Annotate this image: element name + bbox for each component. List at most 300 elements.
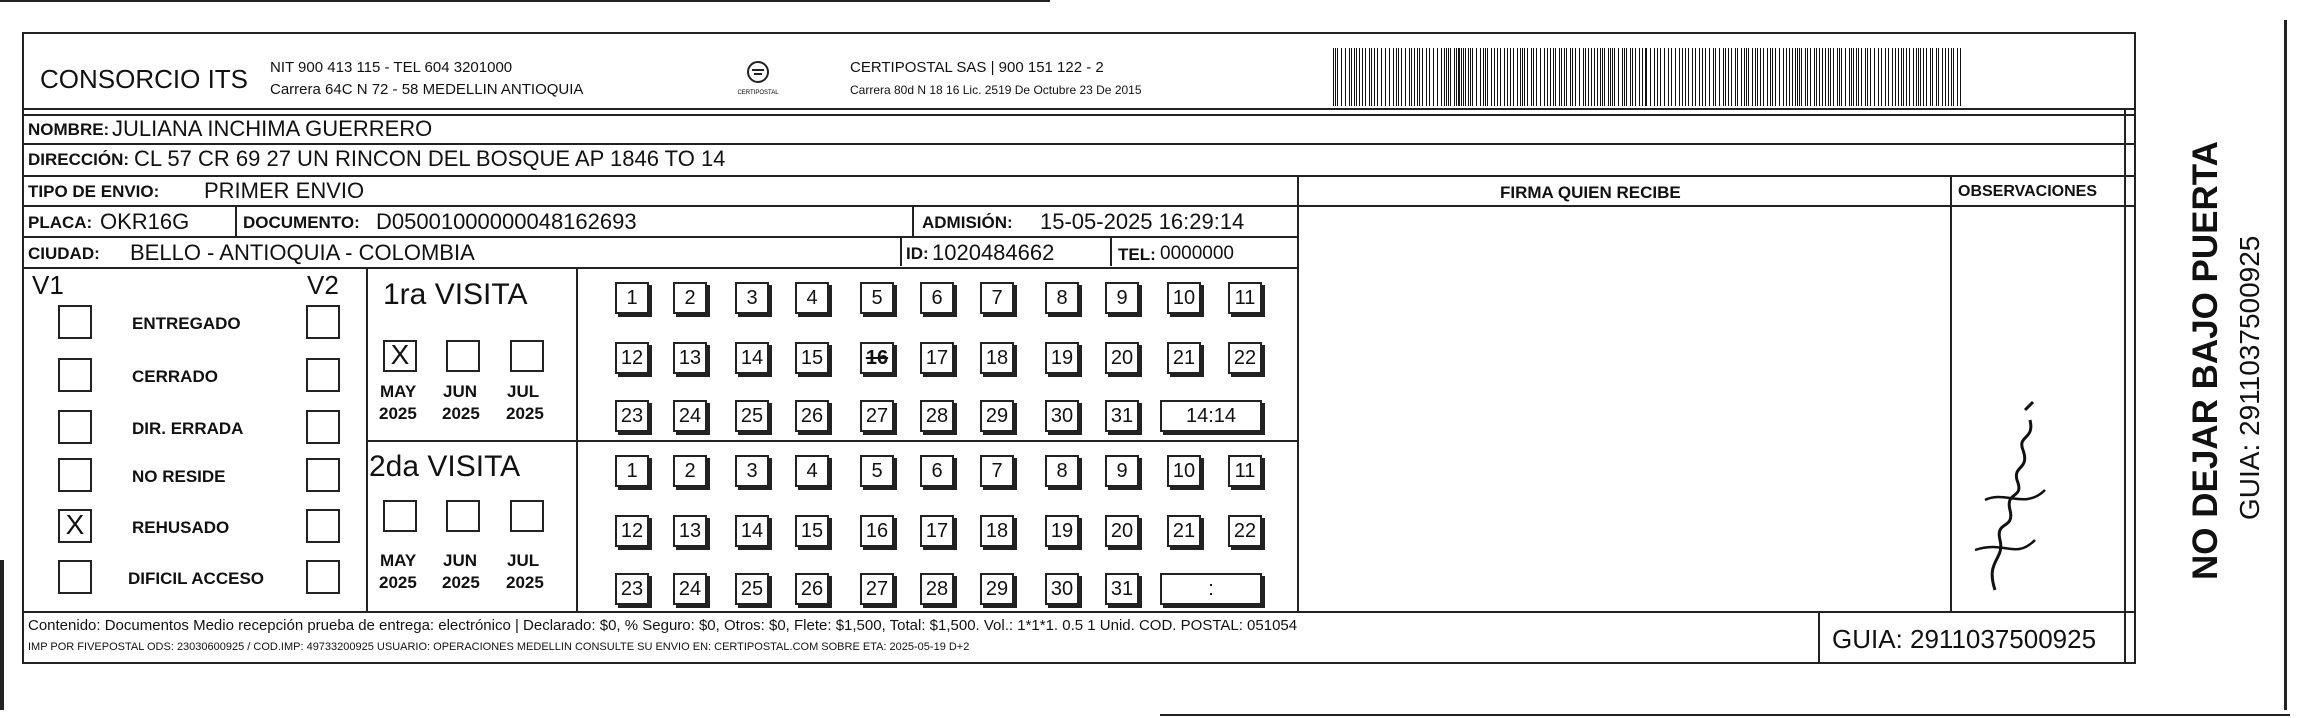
barcode-bar bbox=[1870, 48, 1871, 106]
divider bbox=[24, 236, 1298, 238]
visit1-day-3[interactable]: 3 bbox=[735, 282, 769, 314]
visit2-day-23[interactable]: 23 bbox=[615, 573, 649, 605]
tipo-envio-value: PRIMER ENVIO bbox=[204, 178, 365, 203]
v2-checkbox-5[interactable] bbox=[306, 509, 340, 543]
barcode-bar bbox=[1349, 48, 1350, 106]
v1-checkbox-1[interactable] bbox=[58, 305, 92, 339]
barcode-bar bbox=[1341, 48, 1342, 106]
barcode-bar bbox=[1881, 48, 1882, 106]
visit2-day-14[interactable]: 14 bbox=[735, 515, 769, 547]
visit2-day-7[interactable]: 7 bbox=[980, 455, 1014, 487]
divider bbox=[366, 440, 1298, 442]
visit1-day-6[interactable]: 6 bbox=[920, 282, 954, 314]
barcode-bar bbox=[1365, 48, 1366, 106]
barcode-bar bbox=[1476, 48, 1477, 106]
signature bbox=[1955, 390, 2075, 600]
visit1-day-26[interactable]: 26 bbox=[795, 400, 829, 432]
barcode-bar bbox=[1468, 48, 1469, 106]
divider bbox=[24, 175, 2134, 177]
barcode-bar bbox=[1650, 48, 1651, 106]
barcode-bar bbox=[1533, 48, 1534, 106]
barcode-bar bbox=[1816, 48, 1817, 106]
barcode-bar bbox=[1695, 48, 1696, 106]
visit2-day-21[interactable]: 21 bbox=[1167, 515, 1201, 547]
barcode-bar bbox=[1483, 48, 1484, 106]
barcode-bar bbox=[1544, 48, 1545, 106]
barcode-bar bbox=[1572, 48, 1573, 106]
barcode-bar bbox=[1858, 48, 1859, 106]
status-label-6: DIFICIL ACCESO bbox=[128, 569, 265, 588]
barcode-bar bbox=[1839, 48, 1840, 106]
barcode-bar bbox=[1566, 48, 1567, 106]
visit2-day-1[interactable]: 1 bbox=[615, 455, 649, 487]
visit1-day-12[interactable]: 12 bbox=[615, 342, 649, 374]
barcode-bar bbox=[1335, 48, 1336, 106]
barcode-bar bbox=[1731, 48, 1732, 106]
barcode-bar bbox=[1520, 48, 1521, 106]
visit2-day-9[interactable]: 9 bbox=[1105, 455, 1139, 487]
visit1-day-31[interactable]: 31 bbox=[1105, 400, 1139, 432]
barcode-bar bbox=[1642, 48, 1643, 106]
barcode-bar bbox=[1507, 48, 1508, 106]
barcode-bar bbox=[1779, 48, 1780, 106]
barcode-bar bbox=[1851, 48, 1852, 106]
barcode-bar bbox=[1610, 48, 1611, 106]
visit1-day-15[interactable]: 15 bbox=[795, 342, 829, 374]
barcode-bar bbox=[1833, 48, 1834, 106]
footer-content: Contenido: Documentos Medio recepción prueba de entrega: electrónico | Declarado: $0, % Seguro: $0, Otros: $0, Flete: $1,500, Total: $1,500. Vol.: 1*1*1. 0.5 1 Unid. COD. POSTAL: 051054 bbox=[28, 617, 1298, 634]
barcode-bar bbox=[1472, 48, 1473, 106]
barcode-bar bbox=[1463, 48, 1464, 106]
barcode-bar bbox=[1699, 48, 1700, 106]
barcode-bar bbox=[1938, 48, 1939, 106]
visit2-day-6[interactable]: 6 bbox=[920, 455, 954, 487]
direccion-value: CL 57 CR 69 27 UN RINCON DEL BOSQUE AP 1846 TO 14 bbox=[134, 146, 726, 171]
barcode-bar bbox=[1414, 48, 1415, 106]
company-name: CONSORCIO ITS bbox=[40, 64, 249, 94]
barcode-bar bbox=[1461, 48, 1462, 106]
visit2-day-2[interactable]: 2 bbox=[673, 455, 707, 487]
v1-checkbox-2[interactable] bbox=[58, 358, 92, 392]
barcode-bar bbox=[1723, 48, 1724, 106]
barcode-bar bbox=[1450, 48, 1451, 106]
barcode-bar bbox=[1632, 48, 1633, 106]
barcode-bar bbox=[1909, 48, 1910, 106]
visit1-day-14[interactable]: 14 bbox=[735, 342, 769, 374]
visit1-day-19[interactable]: 19 bbox=[1045, 342, 1079, 374]
barcode-bar bbox=[1942, 48, 1943, 106]
barcode-bar bbox=[1470, 48, 1471, 106]
barcode-bar bbox=[1841, 48, 1842, 106]
visit2-day-12[interactable]: 12 bbox=[615, 515, 649, 547]
barcode-bar bbox=[1795, 48, 1796, 106]
v1-checkbox-4[interactable] bbox=[58, 458, 92, 492]
barcode-bar bbox=[1814, 48, 1815, 106]
visit2-day-16[interactable]: 16 bbox=[860, 515, 894, 547]
barcode-bar bbox=[1885, 48, 1886, 106]
barcode-bar bbox=[1579, 48, 1580, 106]
barcode-bar bbox=[1755, 48, 1756, 106]
barcode-bar bbox=[1930, 48, 1931, 106]
visit2-day-31[interactable]: 31 bbox=[1105, 573, 1139, 605]
visit1-day-7[interactable]: 7 bbox=[980, 282, 1014, 314]
placa-label: PLACA: bbox=[28, 213, 93, 232]
barcode-bar bbox=[1715, 48, 1716, 106]
divider bbox=[576, 267, 578, 611]
barcode-bar bbox=[1517, 48, 1518, 106]
barcode-bar bbox=[1354, 48, 1355, 106]
barcode-bar bbox=[1351, 48, 1352, 106]
visit2-title: 2da VISITA bbox=[369, 450, 521, 483]
divider bbox=[235, 207, 237, 236]
tipo-envio-label: TIPO DE ENVIO: bbox=[28, 182, 160, 201]
barcode-bar bbox=[1783, 48, 1784, 106]
visit1-month-label: MAY bbox=[380, 382, 417, 401]
barcode-bar bbox=[1861, 48, 1862, 106]
barcode-bar bbox=[1767, 48, 1768, 106]
visit2-month-label: MAY bbox=[380, 551, 417, 570]
barcode-bar bbox=[1709, 48, 1710, 106]
visit1-day-24[interactable]: 24 bbox=[673, 400, 707, 432]
divider bbox=[1818, 611, 1820, 664]
barcode-bar bbox=[1600, 48, 1601, 106]
visit1-day-16[interactable]: 16 bbox=[860, 342, 894, 374]
scan-edge-left bbox=[0, 560, 4, 710]
footer-print-info: IMP POR FIVEPOSTAL ODS: 23030600925 / COD.IMP: 49733200925 USUARIO: OPERACIONES MEDELLIN CONSULTE SU ENVIO EN: CERTIPOSTAL.COM SOBRE ETA: 2025-05-19 D+2 bbox=[28, 641, 970, 653]
barcode-bar bbox=[1547, 48, 1548, 106]
divider bbox=[1950, 175, 1952, 611]
visit2-day-3[interactable]: 3 bbox=[735, 455, 769, 487]
id-value: 1020484662 bbox=[932, 240, 1055, 265]
barcode-bar bbox=[1692, 48, 1693, 106]
visit1-day-29[interactable]: 29 bbox=[980, 400, 1014, 432]
divider bbox=[24, 143, 2134, 145]
visit1-day-8[interactable]: 8 bbox=[1045, 282, 1079, 314]
visit1-day-28[interactable]: 28 bbox=[920, 400, 954, 432]
barcode-bar bbox=[1810, 48, 1811, 106]
barcode-bar bbox=[1409, 48, 1410, 106]
barcode-bar bbox=[1906, 48, 1907, 106]
barcode-bar bbox=[1389, 48, 1390, 106]
barcode-bar bbox=[1433, 48, 1434, 106]
visit2-day-17[interactable]: 17 bbox=[920, 515, 954, 547]
barcode-bar bbox=[1688, 48, 1689, 106]
v1-checkbox-5[interactable]: X bbox=[58, 509, 92, 543]
barcode-bar bbox=[1630, 48, 1631, 106]
side-guia: GUIA: 2911037500925 bbox=[2234, 235, 2265, 520]
visit2-day-18[interactable]: 18 bbox=[980, 515, 1014, 547]
barcode-bar bbox=[1612, 48, 1613, 106]
barcode-bar bbox=[1564, 48, 1565, 106]
v1-checkbox-6[interactable] bbox=[58, 560, 92, 594]
barcode-bar bbox=[1744, 48, 1745, 106]
barcode-bar bbox=[1752, 48, 1753, 106]
visit2-year-label: 2025 bbox=[379, 573, 417, 592]
visit1-day-22[interactable]: 22 bbox=[1228, 342, 1262, 374]
visit2-day-30[interactable]: 30 bbox=[1045, 573, 1079, 605]
visit2-month-box-1[interactable] bbox=[383, 500, 417, 532]
barcode-bar bbox=[1819, 48, 1820, 106]
barcode-bar bbox=[1393, 48, 1394, 106]
visit1-time-box[interactable]: 14:14 bbox=[1160, 400, 1262, 432]
v2-checkbox-1[interactable] bbox=[306, 305, 340, 339]
visit1-year-label: 2025 bbox=[379, 404, 417, 423]
visit1-day-27[interactable]: 27 bbox=[860, 400, 894, 432]
status-label-1: ENTREGADO bbox=[132, 314, 241, 333]
barcode-bar bbox=[1369, 48, 1370, 106]
barcode-bar bbox=[1626, 48, 1627, 106]
barcode-bar bbox=[1371, 48, 1372, 106]
visit2-day-15[interactable]: 15 bbox=[795, 515, 829, 547]
id-label: ID: bbox=[906, 244, 929, 263]
barcode-bar bbox=[1608, 48, 1609, 106]
barcode-bar bbox=[1797, 48, 1798, 106]
direccion-label: DIRECCIÓN: bbox=[28, 150, 130, 169]
barcode-bar bbox=[1657, 48, 1658, 106]
visit1-day-1[interactable]: 1 bbox=[615, 282, 649, 314]
visit2-time-box[interactable]: : bbox=[1160, 573, 1262, 605]
visit1-day-13[interactable]: 13 bbox=[673, 342, 707, 374]
visit2-day-22[interactable]: 22 bbox=[1228, 515, 1262, 547]
barcode-bar bbox=[1792, 48, 1793, 106]
barcode-bar bbox=[1936, 48, 1937, 106]
visit2-month-box-3[interactable] bbox=[510, 500, 544, 532]
status-label-3: DIR. ERRADA bbox=[132, 419, 244, 438]
barcode-bar bbox=[1705, 48, 1706, 106]
carrier-info: CERTIPOSTAL SAS | 900 151 122 - 2 bbox=[850, 59, 1104, 76]
barcode-bar bbox=[1878, 48, 1879, 106]
carrier-license: Carrera 80d N 18 16 Lic. 2519 De Octubre 23 De 2015 bbox=[850, 83, 1142, 97]
ciudad-label: CIUDAD: bbox=[28, 244, 100, 263]
barcode-bar bbox=[1920, 48, 1921, 106]
barcode-bar bbox=[1948, 48, 1949, 106]
barcode-bar bbox=[1923, 48, 1924, 106]
divider bbox=[24, 205, 2134, 207]
status-label-2: CERRADO bbox=[132, 367, 218, 386]
visit2-day-4[interactable]: 4 bbox=[795, 455, 829, 487]
observaciones-label: OBSERVACIONES bbox=[1958, 183, 2097, 200]
certipostal-logo bbox=[730, 58, 786, 98]
visit1-day-4[interactable]: 4 bbox=[795, 282, 829, 314]
visit1-year-label: 2025 bbox=[442, 404, 480, 423]
barcode-bar bbox=[1675, 48, 1676, 106]
barcode-bar bbox=[1527, 48, 1528, 106]
visit2-day-19[interactable]: 19 bbox=[1045, 515, 1079, 547]
barcode-bar bbox=[1932, 48, 1933, 106]
v2-checkbox-6[interactable] bbox=[306, 560, 340, 594]
barcode-bar bbox=[1913, 48, 1914, 106]
visit1-day-30[interactable]: 30 bbox=[1045, 400, 1079, 432]
barcode-bar bbox=[1485, 48, 1486, 106]
barcode-bar bbox=[1728, 48, 1729, 106]
barcode-bar bbox=[1396, 48, 1397, 106]
barcode-bar bbox=[1654, 48, 1655, 106]
barcode-bar bbox=[1837, 48, 1838, 106]
barcode-bar bbox=[1345, 48, 1346, 106]
barcode-bar bbox=[1760, 48, 1761, 106]
visit1-month-box-1[interactable]: X bbox=[383, 340, 417, 372]
barcode-bar bbox=[1359, 48, 1360, 106]
visit2-day-24[interactable]: 24 bbox=[673, 573, 707, 605]
barcode-bar bbox=[1524, 48, 1525, 106]
barcode-bar bbox=[1772, 48, 1773, 106]
barcode-bar bbox=[1865, 48, 1866, 106]
barcode-bar bbox=[1458, 48, 1460, 106]
barcode-bar bbox=[1671, 48, 1672, 106]
nombre-value: JULIANA INCHIMA GUERRERO bbox=[112, 116, 433, 141]
barcode-bar bbox=[1945, 48, 1946, 106]
barcode-bar bbox=[1614, 48, 1615, 106]
svg-text:CERTIPOSTAL: CERTIPOSTAL bbox=[737, 90, 779, 96]
barcode-bar bbox=[1916, 48, 1917, 106]
barcode-bar bbox=[1892, 48, 1893, 106]
nombre-label: NOMBRE: bbox=[28, 120, 110, 139]
company-address: Carrera 64C N 72 - 58 MEDELLIN ANTIOQUIA bbox=[270, 81, 584, 98]
visit2-month-box-2[interactable] bbox=[446, 500, 480, 532]
barcode-bar bbox=[1385, 48, 1386, 106]
no-dejar-bajo-puerta: NO DEJAR BAJO PUERTA bbox=[2186, 141, 2225, 580]
divider bbox=[912, 207, 914, 236]
barcode-bar bbox=[1417, 48, 1418, 106]
visit2-day-11[interactable]: 11 bbox=[1228, 455, 1262, 487]
tel-value: 0000000 bbox=[1160, 243, 1234, 264]
barcode-bar bbox=[1748, 48, 1749, 106]
barcode-bar bbox=[1585, 48, 1586, 106]
barcode-bar bbox=[1825, 48, 1826, 106]
visit1-day-23[interactable]: 23 bbox=[615, 400, 649, 432]
barcode-bar bbox=[1624, 48, 1625, 106]
visit2-day-8[interactable]: 8 bbox=[1045, 455, 1079, 487]
barcode-bar bbox=[1446, 48, 1447, 106]
barcode-bar bbox=[1454, 48, 1455, 106]
barcode-bar bbox=[1888, 48, 1889, 106]
barcode-bar bbox=[1725, 48, 1726, 106]
divider bbox=[2124, 110, 2126, 664]
barcode bbox=[1333, 48, 1963, 106]
visit2-day-25[interactable]: 25 bbox=[735, 573, 769, 605]
barcode-bar bbox=[1575, 48, 1576, 106]
visit1-day-25[interactable]: 25 bbox=[735, 400, 769, 432]
barcode-bar bbox=[1713, 48, 1714, 106]
barcode-bar bbox=[1441, 48, 1442, 106]
visit1-title: 1ra VISITA bbox=[383, 278, 528, 311]
barcode-bar bbox=[1597, 48, 1598, 106]
visit1-month-label: JUL bbox=[507, 382, 540, 401]
visit2-day-29[interactable]: 29 bbox=[980, 573, 1014, 605]
barcode-bar bbox=[1645, 48, 1647, 106]
v2-checkbox-3[interactable] bbox=[306, 410, 340, 444]
barcode-bar bbox=[1874, 48, 1875, 106]
v2-checkbox-4[interactable] bbox=[306, 458, 340, 492]
visit2-month-label: JUL bbox=[507, 551, 540, 570]
barcode-bar bbox=[1845, 48, 1846, 106]
barcode-bar bbox=[1594, 48, 1595, 106]
visit1-day-5[interactable]: 5 bbox=[860, 282, 894, 314]
visit2-day-26[interactable]: 26 bbox=[795, 573, 829, 605]
barcode-bar bbox=[1500, 48, 1501, 106]
placa-value: OKR16G bbox=[100, 209, 190, 234]
visit2-year-label: 2025 bbox=[442, 573, 480, 592]
barcode-bar bbox=[1553, 48, 1554, 106]
divider bbox=[24, 108, 2134, 110]
barcode-bar bbox=[1531, 48, 1532, 106]
barcode-bar bbox=[1550, 48, 1551, 106]
barcode-bar bbox=[1504, 48, 1505, 106]
barcode-bar bbox=[1377, 48, 1378, 106]
barcode-bar bbox=[1540, 48, 1541, 106]
barcode-bar bbox=[1735, 48, 1736, 106]
barcode-bar bbox=[1853, 48, 1854, 106]
barcode-bar bbox=[1356, 48, 1357, 106]
barcode-bar bbox=[1770, 48, 1771, 106]
barcode-bar bbox=[1618, 48, 1619, 106]
visit2-day-28[interactable]: 28 bbox=[920, 573, 954, 605]
v2-checkbox-2[interactable] bbox=[306, 358, 340, 392]
barcode-bar bbox=[1895, 48, 1896, 106]
visit2-day-10[interactable]: 10 bbox=[1167, 455, 1201, 487]
visit1-day-17[interactable]: 17 bbox=[920, 342, 954, 374]
barcode-bar bbox=[1702, 48, 1703, 106]
barcode-bar bbox=[1822, 48, 1823, 106]
barcode-bar bbox=[1898, 48, 1899, 106]
barcode-bar bbox=[1926, 48, 1927, 106]
visit1-day-20[interactable]: 20 bbox=[1105, 342, 1139, 374]
barcode-bar bbox=[1918, 48, 1919, 106]
barcode-bar bbox=[1513, 48, 1514, 106]
barcode-bar bbox=[1337, 48, 1338, 106]
v1-checkbox-3[interactable] bbox=[58, 410, 92, 444]
documento-label: DOCUMENTO: bbox=[243, 213, 360, 232]
barcode-bar bbox=[1775, 48, 1776, 106]
barcode-bar bbox=[1437, 48, 1438, 106]
visit1-day-2[interactable]: 2 bbox=[673, 282, 707, 314]
divider bbox=[24, 267, 1298, 269]
visit1-month-box-2[interactable] bbox=[446, 340, 480, 372]
admision-value: 15-05-2025 16:29:14 bbox=[1040, 209, 1245, 234]
barcode-bar bbox=[1856, 48, 1857, 106]
barcode-bar bbox=[1746, 48, 1747, 106]
barcode-bar bbox=[1801, 48, 1802, 106]
barcode-bar bbox=[1588, 48, 1589, 106]
visit2-day-20[interactable]: 20 bbox=[1105, 515, 1139, 547]
barcode-bar bbox=[1398, 48, 1399, 106]
barcode-bar bbox=[1960, 48, 1961, 106]
visit1-year-label: 2025 bbox=[506, 404, 544, 423]
barcode-bar bbox=[1805, 48, 1806, 106]
visit2-day-13[interactable]: 13 bbox=[673, 515, 707, 547]
v1-label: V1 bbox=[32, 270, 64, 300]
visit1-month-box-3[interactable] bbox=[510, 340, 544, 372]
scan-edge-bottom bbox=[1160, 714, 2290, 716]
visit1-day-21[interactable]: 21 bbox=[1167, 342, 1201, 374]
visit1-day-10[interactable]: 10 bbox=[1167, 282, 1201, 314]
barcode-bar bbox=[1757, 48, 1758, 106]
visit1-day-18[interactable]: 18 bbox=[980, 342, 1014, 374]
barcode-bar bbox=[1953, 48, 1954, 106]
visit2-day-5[interactable]: 5 bbox=[860, 455, 894, 487]
barcode-bar bbox=[1333, 48, 1334, 106]
visit2-year-label: 2025 bbox=[506, 573, 544, 592]
v2-label: V2 bbox=[307, 270, 339, 300]
barcode-bar bbox=[1497, 48, 1498, 106]
visit2-day-27[interactable]: 27 bbox=[860, 573, 894, 605]
barcode-bar bbox=[1494, 48, 1495, 106]
barcode-bar bbox=[1679, 48, 1680, 106]
visit1-day-11[interactable]: 11 bbox=[1228, 282, 1262, 314]
visit1-day-9[interactable]: 9 bbox=[1105, 282, 1139, 314]
barcode-bar bbox=[1429, 48, 1430, 106]
barcode-bar bbox=[1807, 48, 1808, 106]
